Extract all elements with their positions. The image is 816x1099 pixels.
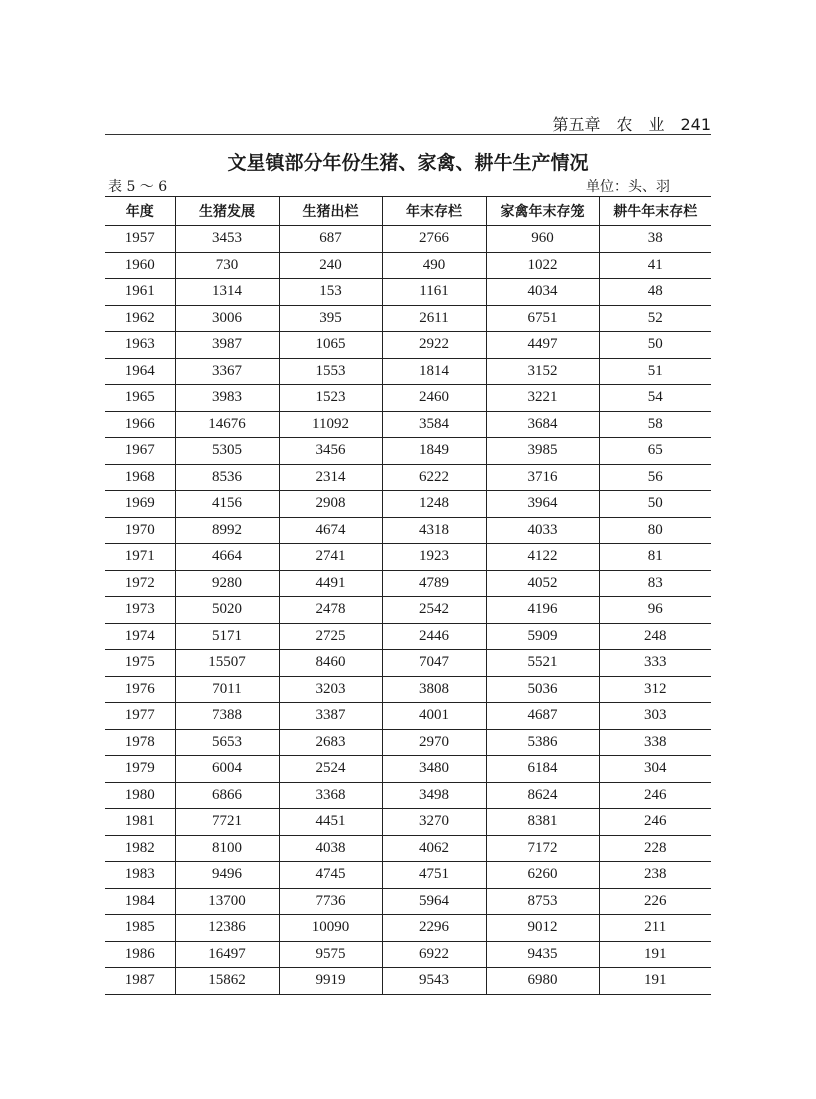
- cell-cattle-stock: 303: [599, 703, 711, 730]
- cell-pig-slaughter: 7736: [279, 888, 382, 915]
- cell-poultry-stock: 4687: [486, 703, 599, 730]
- cell-cattle-stock: 80: [599, 517, 711, 544]
- cell-year-end-stock: 2611: [382, 305, 486, 332]
- cell-pig-slaughter: 4451: [279, 809, 382, 836]
- cell-cattle-stock: 211: [599, 915, 711, 942]
- cell-year: 1970: [105, 517, 175, 544]
- cell-pig-slaughter: 3456: [279, 438, 382, 465]
- cell-pig-development: 3367: [175, 358, 279, 385]
- cell-pig-development: 15862: [175, 968, 279, 995]
- table-row: [105, 279, 711, 306]
- cell-year: 1977: [105, 703, 175, 730]
- cell-year: 1964: [105, 358, 175, 385]
- cell-cattle-stock: 333: [599, 650, 711, 677]
- cell-pig-slaughter: 3368: [279, 782, 382, 809]
- cell-poultry-stock: 5521: [486, 650, 599, 677]
- cell-pig-slaughter: 3387: [279, 703, 382, 730]
- cell-cattle-stock: 338: [599, 729, 711, 756]
- cell-year-end-stock: 1248: [382, 491, 486, 518]
- cell-pig-development: 8992: [175, 517, 279, 544]
- cell-poultry-stock: 6184: [486, 756, 599, 783]
- column-header-year: 年度: [105, 197, 175, 226]
- cell-pig-development: 13700: [175, 888, 279, 915]
- cell-poultry-stock: 6751: [486, 305, 599, 332]
- cell-poultry-stock: 1022: [486, 252, 599, 279]
- cell-pig-development: 8536: [175, 464, 279, 491]
- cell-year: 1962: [105, 305, 175, 332]
- cell-year: 1986: [105, 941, 175, 968]
- column-header-cattle-stock: 耕牛年末存栏: [599, 197, 711, 226]
- cell-year: 1974: [105, 623, 175, 650]
- cell-pig-slaughter: 2741: [279, 544, 382, 571]
- table-title: 文星镇部分年份生猪、家禽、耕牛生产情况: [227, 152, 589, 174]
- cell-year-end-stock: 4751: [382, 862, 486, 889]
- cell-year: 1987: [105, 968, 175, 995]
- cell-cattle-stock: 246: [599, 782, 711, 809]
- cell-pig-development: 16497: [175, 941, 279, 968]
- table-row: [105, 915, 711, 942]
- cell-pig-slaughter: 2478: [279, 597, 382, 624]
- column-header-poultry-stock: 家禽年末存笼: [486, 197, 599, 226]
- cell-year: 1957: [105, 226, 175, 253]
- cell-year-end-stock: 2542: [382, 597, 486, 624]
- cell-year: 1976: [105, 676, 175, 703]
- table-body: [105, 226, 711, 995]
- table-row: [105, 332, 711, 359]
- table-header-row: [105, 197, 711, 226]
- cell-poultry-stock: 5036: [486, 676, 599, 703]
- cell-pig-slaughter: 4491: [279, 570, 382, 597]
- cell-cattle-stock: 54: [599, 385, 711, 412]
- cell-poultry-stock: 9012: [486, 915, 599, 942]
- cell-year-end-stock: 9543: [382, 968, 486, 995]
- table-row: [105, 650, 711, 677]
- cell-poultry-stock: 3684: [486, 411, 599, 438]
- cell-poultry-stock: 6980: [486, 968, 599, 995]
- cell-pig-slaughter: 1065: [279, 332, 382, 359]
- cell-cattle-stock: 48: [599, 279, 711, 306]
- table-row: [105, 411, 711, 438]
- cell-cattle-stock: 65: [599, 438, 711, 465]
- cell-year-end-stock: 5964: [382, 888, 486, 915]
- cell-pig-development: 5653: [175, 729, 279, 756]
- cell-cattle-stock: 191: [599, 968, 711, 995]
- cell-year: 1985: [105, 915, 175, 942]
- cell-year: 1978: [105, 729, 175, 756]
- cell-year: 1971: [105, 544, 175, 571]
- cell-pig-slaughter: 4038: [279, 835, 382, 862]
- cell-poultry-stock: 8753: [486, 888, 599, 915]
- cell-pig-slaughter: 4674: [279, 517, 382, 544]
- cell-year-end-stock: 3498: [382, 782, 486, 809]
- cell-poultry-stock: 3716: [486, 464, 599, 491]
- cell-poultry-stock: 5909: [486, 623, 599, 650]
- table-row: [105, 226, 711, 253]
- cell-pig-development: 5305: [175, 438, 279, 465]
- cell-year-end-stock: 4318: [382, 517, 486, 544]
- table-row: [105, 968, 711, 995]
- table-row: [105, 756, 711, 783]
- cell-year-end-stock: 2922: [382, 332, 486, 359]
- table-row: [105, 464, 711, 491]
- cell-year-end-stock: 2296: [382, 915, 486, 942]
- cell-cattle-stock: 41: [599, 252, 711, 279]
- column-header-pig-slaughter: 生猪出栏: [279, 197, 382, 226]
- cell-pig-slaughter: 2683: [279, 729, 382, 756]
- cell-pig-development: 7721: [175, 809, 279, 836]
- cell-year-end-stock: 3808: [382, 676, 486, 703]
- cell-year: 1973: [105, 597, 175, 624]
- cell-year-end-stock: 490: [382, 252, 486, 279]
- cell-cattle-stock: 52: [599, 305, 711, 332]
- cell-poultry-stock: 3985: [486, 438, 599, 465]
- cell-year-end-stock: 2766: [382, 226, 486, 253]
- cell-pig-development: 9280: [175, 570, 279, 597]
- cell-pig-development: 5171: [175, 623, 279, 650]
- cell-pig-slaughter: 395: [279, 305, 382, 332]
- cell-year: 1980: [105, 782, 175, 809]
- cell-poultry-stock: 960: [486, 226, 599, 253]
- cell-year: 1975: [105, 650, 175, 677]
- cell-pig-development: 7011: [175, 676, 279, 703]
- cell-pig-development: 730: [175, 252, 279, 279]
- chapter-page-header: 第五章 农 业 241: [552, 115, 711, 134]
- cell-pig-slaughter: 1553: [279, 358, 382, 385]
- cell-cattle-stock: 238: [599, 862, 711, 889]
- cell-cattle-stock: 38: [599, 226, 711, 253]
- cell-cattle-stock: 96: [599, 597, 711, 624]
- cell-pig-slaughter: 2725: [279, 623, 382, 650]
- cell-pig-development: 3983: [175, 385, 279, 412]
- cell-poultry-stock: 4497: [486, 332, 599, 359]
- cell-poultry-stock: 4034: [486, 279, 599, 306]
- cell-cattle-stock: 81: [599, 544, 711, 571]
- cell-pig-slaughter: 2524: [279, 756, 382, 783]
- cell-cattle-stock: 191: [599, 941, 711, 968]
- cell-pig-development: 3987: [175, 332, 279, 359]
- cell-pig-development: 5020: [175, 597, 279, 624]
- table-number: 表 5 ～ 6: [108, 179, 168, 195]
- table-row: [105, 862, 711, 889]
- cell-poultry-stock: 8381: [486, 809, 599, 836]
- unit-note: 单位：头、羽: [586, 179, 670, 195]
- cell-pig-development: 8100: [175, 835, 279, 862]
- cell-year-end-stock: 6922: [382, 941, 486, 968]
- cell-poultry-stock: 6260: [486, 862, 599, 889]
- cell-year-end-stock: 1161: [382, 279, 486, 306]
- table-row: [105, 358, 711, 385]
- cell-poultry-stock: 9435: [486, 941, 599, 968]
- cell-cattle-stock: 248: [599, 623, 711, 650]
- cell-year: 1983: [105, 862, 175, 889]
- cell-year-end-stock: 3270: [382, 809, 486, 836]
- cell-poultry-stock: 5386: [486, 729, 599, 756]
- cell-pig-development: 7388: [175, 703, 279, 730]
- cell-pig-development: 9496: [175, 862, 279, 889]
- cell-poultry-stock: 4033: [486, 517, 599, 544]
- table-row: [105, 570, 711, 597]
- cell-pig-development: 6866: [175, 782, 279, 809]
- table-row: [105, 517, 711, 544]
- cell-pig-slaughter: 3203: [279, 676, 382, 703]
- cell-cattle-stock: 228: [599, 835, 711, 862]
- cell-year-end-stock: 1923: [382, 544, 486, 571]
- table-row: [105, 385, 711, 412]
- table-row: [105, 941, 711, 968]
- cell-pig-slaughter: 4745: [279, 862, 382, 889]
- cell-pig-slaughter: 153: [279, 279, 382, 306]
- cell-pig-development: 1314: [175, 279, 279, 306]
- table-row: [105, 888, 711, 915]
- cell-poultry-stock: 4122: [486, 544, 599, 571]
- cell-year-end-stock: 6222: [382, 464, 486, 491]
- cell-year: 1981: [105, 809, 175, 836]
- table-row: [105, 438, 711, 465]
- column-header-pig-development: 生猪发展: [175, 197, 279, 226]
- cell-year: 1961: [105, 279, 175, 306]
- cell-cattle-stock: 246: [599, 809, 711, 836]
- cell-year: 1984: [105, 888, 175, 915]
- cell-year: 1982: [105, 835, 175, 862]
- cell-cattle-stock: 58: [599, 411, 711, 438]
- cell-year-end-stock: 4001: [382, 703, 486, 730]
- livestock-table: [105, 196, 711, 995]
- cell-year: 1965: [105, 385, 175, 412]
- cell-year: 1966: [105, 411, 175, 438]
- table-row: [105, 676, 711, 703]
- cell-pig-slaughter: 9575: [279, 941, 382, 968]
- cell-year-end-stock: 7047: [382, 650, 486, 677]
- running-header: [105, 112, 711, 135]
- cell-year: 1972: [105, 570, 175, 597]
- cell-cattle-stock: 51: [599, 358, 711, 385]
- cell-poultry-stock: 4196: [486, 597, 599, 624]
- cell-year-end-stock: 4789: [382, 570, 486, 597]
- cell-year: 1979: [105, 756, 175, 783]
- cell-year-end-stock: 2460: [382, 385, 486, 412]
- cell-year: 1960: [105, 252, 175, 279]
- cell-poultry-stock: 3221: [486, 385, 599, 412]
- cell-pig-development: 6004: [175, 756, 279, 783]
- cell-poultry-stock: 3964: [486, 491, 599, 518]
- cell-poultry-stock: 4052: [486, 570, 599, 597]
- cell-pig-slaughter: 9919: [279, 968, 382, 995]
- cell-pig-slaughter: 11092: [279, 411, 382, 438]
- table-row: [105, 703, 711, 730]
- cell-pig-slaughter: 8460: [279, 650, 382, 677]
- cell-pig-development: 4664: [175, 544, 279, 571]
- column-header-year-end-stock: 年末存栏: [382, 197, 486, 226]
- table-row: [105, 252, 711, 279]
- table-row: [105, 491, 711, 518]
- cell-pig-slaughter: 2314: [279, 464, 382, 491]
- table-row: [105, 623, 711, 650]
- table-row: [105, 544, 711, 571]
- cell-year: 1963: [105, 332, 175, 359]
- table-row: [105, 597, 711, 624]
- cell-poultry-stock: 3152: [486, 358, 599, 385]
- cell-pig-development: 3453: [175, 226, 279, 253]
- table-row: [105, 782, 711, 809]
- table-row: [105, 729, 711, 756]
- cell-pig-development: 3006: [175, 305, 279, 332]
- cell-year-end-stock: 3584: [382, 411, 486, 438]
- cell-year: 1967: [105, 438, 175, 465]
- cell-pig-slaughter: 240: [279, 252, 382, 279]
- cell-year-end-stock: 2446: [382, 623, 486, 650]
- cell-year-end-stock: 1814: [382, 358, 486, 385]
- cell-pig-development: 14676: [175, 411, 279, 438]
- cell-cattle-stock: 83: [599, 570, 711, 597]
- cell-cattle-stock: 50: [599, 491, 711, 518]
- cell-pig-slaughter: 2908: [279, 491, 382, 518]
- cell-cattle-stock: 312: [599, 676, 711, 703]
- table-row: [105, 835, 711, 862]
- cell-pig-slaughter: 10090: [279, 915, 382, 942]
- cell-year-end-stock: 1849: [382, 438, 486, 465]
- cell-year-end-stock: 4062: [382, 835, 486, 862]
- cell-year-end-stock: 2970: [382, 729, 486, 756]
- table-row: [105, 809, 711, 836]
- cell-pig-development: 15507: [175, 650, 279, 677]
- cell-pig-development: 4156: [175, 491, 279, 518]
- cell-cattle-stock: 50: [599, 332, 711, 359]
- cell-pig-slaughter: 1523: [279, 385, 382, 412]
- cell-poultry-stock: 7172: [486, 835, 599, 862]
- cell-cattle-stock: 304: [599, 756, 711, 783]
- table-row: [105, 305, 711, 332]
- cell-poultry-stock: 8624: [486, 782, 599, 809]
- cell-pig-development: 12386: [175, 915, 279, 942]
- cell-year: 1968: [105, 464, 175, 491]
- cell-pig-slaughter: 687: [279, 226, 382, 253]
- cell-cattle-stock: 56: [599, 464, 711, 491]
- cell-cattle-stock: 226: [599, 888, 711, 915]
- cell-year: 1969: [105, 491, 175, 518]
- cell-year-end-stock: 3480: [382, 756, 486, 783]
